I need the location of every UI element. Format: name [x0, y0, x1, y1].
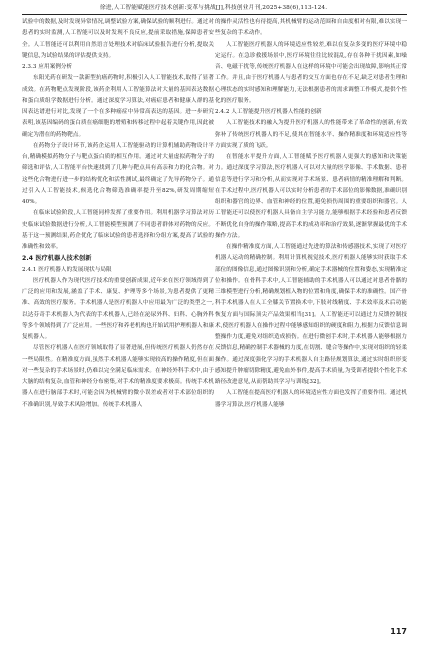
subsection-heading: 2.4.1 医疗机器人的发展现状与局限: [22, 266, 112, 273]
subsection-heading: 2.3.3 应用案例分析: [22, 64, 73, 70]
subsection-heading: 2.4.2 人工智能提升医疗机器人性能的创新: [215, 109, 322, 115]
body-paragraph: 人工智能医疗机器人的环境适应性较差,难以在复杂多变的医疗环境中稳定运行。在急诊救援场景中,医疗环境往往比较混乱,存在各种干扰因素,如噪音、电磁干扰等,传统医疗机器人在这样的环境中可能会出现故障,影响其正常工作。并且,由于医疗机器人与患者的交互方面也存在不足,缺乏对患者生理和心理状态的实时感知和理解能力,无法根据患者的需求调整工作模式,提供个性化的医疗服务。: [215, 41, 407, 104]
right-column: [215, 17, 407, 411]
body-paragraph: 在临床试验阶段,人工智能同样发挥了重要作用。利用机器学习算法对历史临床试验数据进行分析,人工智能模型预测了不同患者群体对药物的反应。基于这一预测结果,药企优化了临床试验的患者选择和分组方案,提高了试验的准确性和效率。: [22, 210, 214, 250]
body-paragraph: 东阳光药在研发一款新型抗癌药物时,积极引入人工智能技术,取得了显著成效。在药物靶点发现阶段,该药企利用人工智能算法对大量的基因表达数据和蛋白质组学数据进行分析。通过深度学习算法,对癌症患者和健康人群的基因表达谱进行对比,发现了一个在多种癌症中异常高表达的基因。进一步研究表明,该基因编码的蛋白质在癌细胞的增殖和转移过程中起着关键作用,因此被确定为潜在的药物靶点。: [22, 75, 214, 138]
body-paragraph: 人工智能在提高医疗机器人的环境适应性方面也发挥了重要作用。通过机器学习算法,医疗机器人能够: [215, 390, 407, 408]
body-paragraph: 在药物分子设计环节,该药企运用人工智能驱动的计算机辅助药物设计平台,精确模拟药物分子与靶点蛋白质的相互作用。通过对大量虚拟药物分子的筛选和评估,人工智能平台快速找到了几种与靶点具有高亲和力的化合物。对这些化合物进行进一步的结构优化和活性测试,最终确定了先导药物分子。通过引入人工智能技术,候选化合物筛选准确率提升至82%,研发周期缩短40%。: [22, 142, 214, 205]
body-paragraph: 人工智能技术的融入为提升医疗机器人的性能带来了革命性的创新,有效弥补了传统医疗机器人的不足,使其在智能水平、操作精准度和环境适应性等方面实现了质的飞跃。: [215, 120, 407, 149]
body-paragraph: 在操作精准度方面,人工智能通过先进的算法和传感器技术,实现了对医疗机器人运动的精确控制。利用计算机视觉技术,医疗机器人能够实时获取手术部位的图像信息,通过图像识别和分析,确定手术器械的位置和姿态,实现精准定位和操作。在骨科手术中,人工智能辅助的手术机器人可以通过对患者骨骼的三维模型进行分析,精确规划植入物的位置和角度,确保手术的准确性。国产骨科手术机器人在人工全膝关节置换术中,下肢对线精度、手术效率及术后功能恢复方面与国际顶尖产品效果相当[31]。人工智能还可以通过力反馈控制技术,使医疗机器人在操作过程中能够感知组织的硬度和阻力,根据力反馈信息调整操作力度,避免对组织造成损伤。在进行微创手术时,手术机器人能够根据力反馈信息,精确控制手术器械的力度,在切割、缝合等操作中,实现对组织的轻柔操作。通过深度强化学习的手术机器人自主路径规划算法,通过实时组织形变感知提升肿瘤切除精度,避免血外事件,提高手术质量,为受训者提供个性化手术路径改进意见,从而帮助其学习与训练[32]。: [215, 244, 407, 385]
header-rule: [22, 14, 407, 15]
body-paragraph: 的操作灵活性也有待提高,其机械臂的运动范围和自由度相对有限,难以实现一些复杂的手术动作。: [215, 19, 407, 37]
running-header: 徐进,人工智能赋能医疗技术创新:变革与挑战[J],科技创业月刊,2025+38(6),113-124.: [99, 5, 328, 11]
section-heading: 2.4 医疗机器人技术创新: [22, 255, 92, 263]
left-column: [22, 17, 214, 411]
body-paragraph: 尽管医疗机器人在医疗领域取得了显著进展,但传统医疗机器人仍然存在一些局限性。在精准度方面,虽然手术机器人能够实现较高的操作精度,但在面对一些复杂的手术场景时,仍难以完全满足临床需求。在神经外科手术中,由于大脑的结构复杂,血管和神经分布密集,对手术的精准度要求极高。传统手术机器人在进行脑部手术时,可能会因为机械臂的微小误差或者对手术部位组织的不准确识别,导致手术风险增加。传统手术机器人: [22, 345, 214, 408]
body-paragraph: 试验中的数据,及时发现异常情况,调整试验方案,确保试验的顺利进行。通过对患者的实时监测,人工智能可以及时发现不良反应,提前采取措施,保障患者安全。人工智能还可以利用自然语言处理技术对临床试验报告进行分析,提取关键信息,为试验结果的评估提供支持。: [22, 19, 214, 59]
body-paragraph: 医疗机器人作为现代医疗技术的重要创新成果,近年来在医疗领域得到了广泛的应用和发展,涵盖了手术、康复、护理等多个场景,为患者提供了更精准、高效的医疗服务。手术机器人是医疗机器人中应用最为广泛的类型之一,以达芬奇手术机器人为代表的手术机器人,已经在泌尿外科、妇科、心胸外科等多个领域得到了广泛应用。一些医疗和养老机构也开始试用护理机器人和康复机器人。: [22, 277, 214, 340]
page-number: 117: [390, 627, 407, 636]
body-paragraph: 在智能水平提升方面,人工智能赋予医疗机器人更强大的感知和决策能力。通过深度学习算法,医疗机器人可以对大量的医学影像、手术数据、患者信息等进行学习和分析,从而实现对手术场景、患者病情的精准理解和判断。在手术过程中,医疗机器人可以实时分析患者的手术部位的影像数据,准确识别组织和器官的边界、血管和神经的位置,避免损伤周围的重要组织和器官。人工智能还可以使医疗机器人具备自主学习能力,能够根据手术经验和患者反馈不断优化自身的操作策略,提高手术的成功率和治疗效果,逐渐掌握最优的手术操作方法。: [215, 154, 407, 239]
